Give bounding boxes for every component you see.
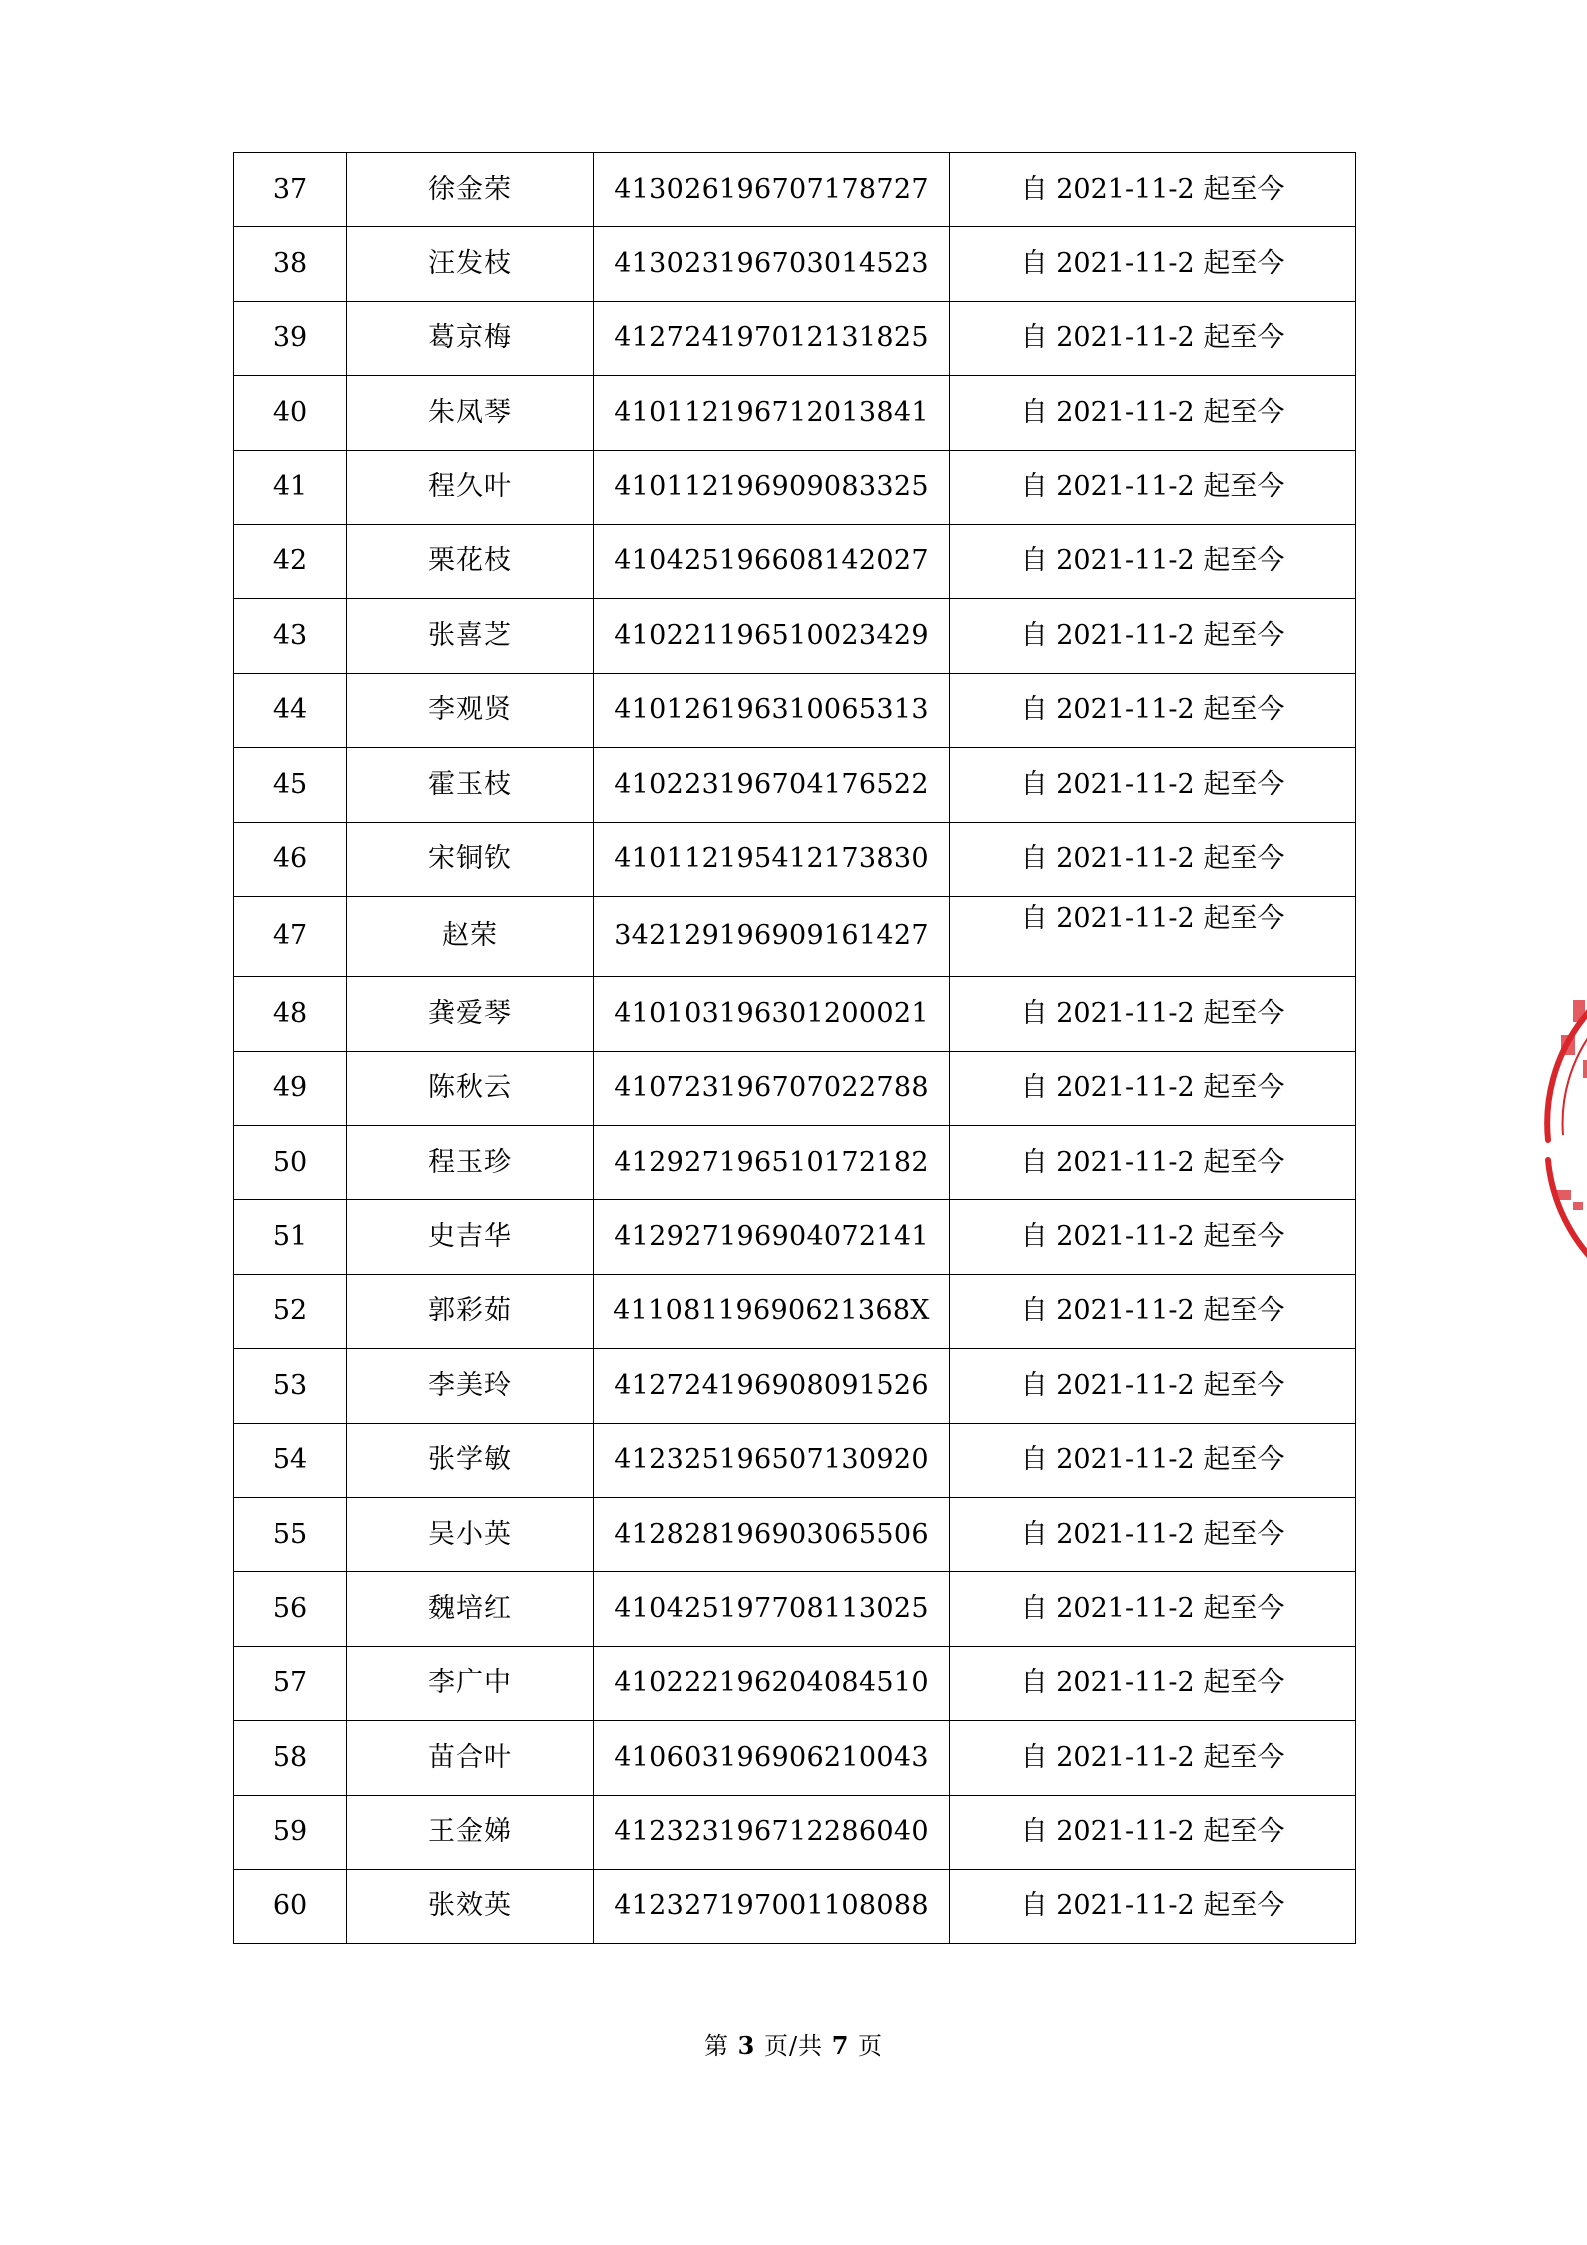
name-cell: 李广中 xyxy=(347,1646,594,1720)
row-number-cell: 42 xyxy=(234,524,347,598)
row-number-cell: 37 xyxy=(234,153,347,227)
id-number-cell: 410603196906210043 xyxy=(594,1721,950,1795)
name-cell: 王金娣 xyxy=(347,1795,594,1869)
row-number-cell: 57 xyxy=(234,1646,347,1720)
id-number-cell: 41108119690621368X xyxy=(594,1274,950,1348)
row-number-cell: 58 xyxy=(234,1721,347,1795)
name-cell: 龚爱琴 xyxy=(347,977,594,1051)
row-number-cell: 44 xyxy=(234,673,347,747)
row-number-cell: 56 xyxy=(234,1572,347,1646)
footer-total-pages: 7 xyxy=(831,2031,850,2060)
name-cell: 张学敏 xyxy=(347,1423,594,1497)
period-cell: 自 2021-11-2 起至今 xyxy=(950,1721,1356,1795)
seal-mark xyxy=(1561,1035,1575,1055)
id-number-cell: 413026196707178727 xyxy=(594,153,950,227)
row-number-cell: 38 xyxy=(234,227,347,301)
period-cell: 自 2021-11-2 起至今 xyxy=(950,153,1356,227)
name-cell: 赵荣 xyxy=(347,896,594,976)
name-cell: 朱凤琴 xyxy=(347,376,594,450)
footer-middle: 页/共 xyxy=(763,2032,824,2060)
id-number-cell: 412325196507130920 xyxy=(594,1423,950,1497)
row-number-cell: 55 xyxy=(234,1498,347,1572)
row-number-cell: 60 xyxy=(234,1869,347,1943)
row-number-cell: 54 xyxy=(234,1423,347,1497)
name-cell: 吴小英 xyxy=(347,1498,594,1572)
period-cell: 自 2021-11-2 起至今 xyxy=(950,977,1356,1051)
period-cell: 自 2021-11-2 起至今 xyxy=(950,748,1356,822)
table-row xyxy=(234,524,1356,598)
seal-marks xyxy=(1555,1000,1587,1210)
table-row xyxy=(234,1869,1356,1943)
name-cell: 栗花枝 xyxy=(347,524,594,598)
table-row xyxy=(234,153,1356,227)
table-row xyxy=(234,896,1356,976)
id-number-cell: 412323196712286040 xyxy=(594,1795,950,1869)
id-number-cell: 410103196301200021 xyxy=(594,977,950,1051)
seal-ring xyxy=(1547,955,1587,1270)
row-number-cell: 50 xyxy=(234,1126,347,1200)
page-footer xyxy=(0,2026,1587,2061)
table-row xyxy=(234,1721,1356,1795)
name-cell: 郭彩茹 xyxy=(347,1274,594,1348)
id-number-cell: 410425197708113025 xyxy=(594,1572,950,1646)
row-number-cell: 39 xyxy=(234,301,347,375)
seal-mark xyxy=(1573,1000,1585,1022)
table-row xyxy=(234,301,1356,375)
table-row xyxy=(234,673,1356,747)
table-row xyxy=(234,1200,1356,1274)
table-row xyxy=(234,1572,1356,1646)
id-number-cell: 412927196904072141 xyxy=(594,1200,950,1274)
period-cell: 自 2021-11-2 起至今 xyxy=(950,1274,1356,1348)
row-number-cell: 40 xyxy=(234,376,347,450)
table-row xyxy=(234,599,1356,673)
id-number-cell: 410126196310065313 xyxy=(594,673,950,747)
period-cell: 自 2021-11-2 起至今 xyxy=(950,822,1356,896)
name-cell: 宋铜钦 xyxy=(347,822,594,896)
period-cell: 自 2021-11-2 起至今 xyxy=(950,896,1356,976)
name-cell: 张喜芝 xyxy=(347,599,594,673)
table-body xyxy=(234,153,1356,1944)
id-number-cell: 412724197012131825 xyxy=(594,301,950,375)
footer-prefix: 第 xyxy=(703,2032,729,2060)
id-number-cell: 410112195412173830 xyxy=(594,822,950,896)
period-cell: 自 2021-11-2 起至今 xyxy=(950,376,1356,450)
id-number-cell: 410723196707022788 xyxy=(594,1051,950,1125)
seal-mark xyxy=(1555,1190,1571,1200)
table-row xyxy=(234,1274,1356,1348)
id-number-cell: 410112196909083325 xyxy=(594,450,950,524)
table-row xyxy=(234,376,1356,450)
row-number-cell: 52 xyxy=(234,1274,347,1348)
period-cell: 自 2021-11-2 起至今 xyxy=(950,1572,1356,1646)
table-row xyxy=(234,1051,1356,1125)
id-number-cell: 410222196204084510 xyxy=(594,1646,950,1720)
row-number-cell: 49 xyxy=(234,1051,347,1125)
id-number-cell: 410112196712013841 xyxy=(594,376,950,450)
period-cell: 自 2021-11-2 起至今 xyxy=(950,227,1356,301)
row-number-cell: 53 xyxy=(234,1349,347,1423)
seal-mark xyxy=(1583,1060,1587,1078)
period-cell: 自 2021-11-2 起至今 xyxy=(950,1795,1356,1869)
name-cell: 苗合叶 xyxy=(347,1721,594,1795)
period-cell: 自 2021-11-2 起至今 xyxy=(950,1423,1356,1497)
table-row xyxy=(234,1795,1356,1869)
id-number-cell: 410221196510023429 xyxy=(594,599,950,673)
footer-suffix: 页 xyxy=(858,2032,884,2060)
id-number-cell: 412927196510172182 xyxy=(594,1126,950,1200)
row-number-cell: 45 xyxy=(234,748,347,822)
name-cell: 徐金荣 xyxy=(347,153,594,227)
id-number-cell: 342129196909161427 xyxy=(594,896,950,976)
name-cell: 霍玉枝 xyxy=(347,748,594,822)
table-row xyxy=(234,748,1356,822)
row-number-cell: 47 xyxy=(234,896,347,976)
name-cell: 程玉珍 xyxy=(347,1126,594,1200)
period-cell: 自 2021-11-2 起至今 xyxy=(950,1051,1356,1125)
row-number-cell: 59 xyxy=(234,1795,347,1869)
name-cell: 李观贤 xyxy=(347,673,594,747)
table-row xyxy=(234,977,1356,1051)
id-number-cell: 412724196908091526 xyxy=(594,1349,950,1423)
table-row xyxy=(234,1646,1356,1720)
id-number-cell: 410425196608142027 xyxy=(594,524,950,598)
seal-mark xyxy=(1573,1202,1583,1210)
period-cell: 自 2021-11-2 起至今 xyxy=(950,673,1356,747)
period-cell: 自 2021-11-2 起至今 xyxy=(950,524,1356,598)
id-number-cell: 412828196903065506 xyxy=(594,1498,950,1572)
period-cell: 自 2021-11-2 起至今 xyxy=(950,301,1356,375)
table-row xyxy=(234,1349,1356,1423)
period-cell: 自 2021-11-2 起至今 xyxy=(950,1646,1356,1720)
period-cell: 自 2021-11-2 起至今 xyxy=(950,450,1356,524)
row-number-cell: 46 xyxy=(234,822,347,896)
table-row xyxy=(234,822,1356,896)
period-cell: 自 2021-11-2 起至今 xyxy=(950,1126,1356,1200)
name-cell: 魏培红 xyxy=(347,1572,594,1646)
member-table xyxy=(233,152,1356,1944)
table-row xyxy=(234,227,1356,301)
name-cell: 史吉华 xyxy=(347,1200,594,1274)
period-cell: 自 2021-11-2 起至今 xyxy=(950,1349,1356,1423)
name-cell: 张效英 xyxy=(347,1869,594,1943)
official-seal-stamp xyxy=(1543,940,1587,1280)
table-row xyxy=(234,450,1356,524)
name-cell: 程久叶 xyxy=(347,450,594,524)
id-number-cell: 413023196703014523 xyxy=(594,227,950,301)
row-number-cell: 51 xyxy=(234,1200,347,1274)
name-cell: 李美玲 xyxy=(347,1349,594,1423)
row-number-cell: 43 xyxy=(234,599,347,673)
row-number-cell: 41 xyxy=(234,450,347,524)
period-cell: 自 2021-11-2 起至今 xyxy=(950,1869,1356,1943)
id-number-cell: 410223196704176522 xyxy=(594,748,950,822)
name-cell: 陈秋云 xyxy=(347,1051,594,1125)
period-cell: 自 2021-11-2 起至今 xyxy=(950,1200,1356,1274)
footer-current-page: 3 xyxy=(737,2031,756,2060)
id-number-cell: 412327197001108088 xyxy=(594,1869,950,1943)
row-number-cell: 48 xyxy=(234,977,347,1051)
name-cell: 汪发枝 xyxy=(347,227,594,301)
period-cell: 自 2021-11-2 起至今 xyxy=(950,1498,1356,1572)
table-row xyxy=(234,1498,1356,1572)
table-row xyxy=(234,1423,1356,1497)
period-cell: 自 2021-11-2 起至今 xyxy=(950,599,1356,673)
table-row xyxy=(234,1126,1356,1200)
name-cell: 葛京梅 xyxy=(347,301,594,375)
